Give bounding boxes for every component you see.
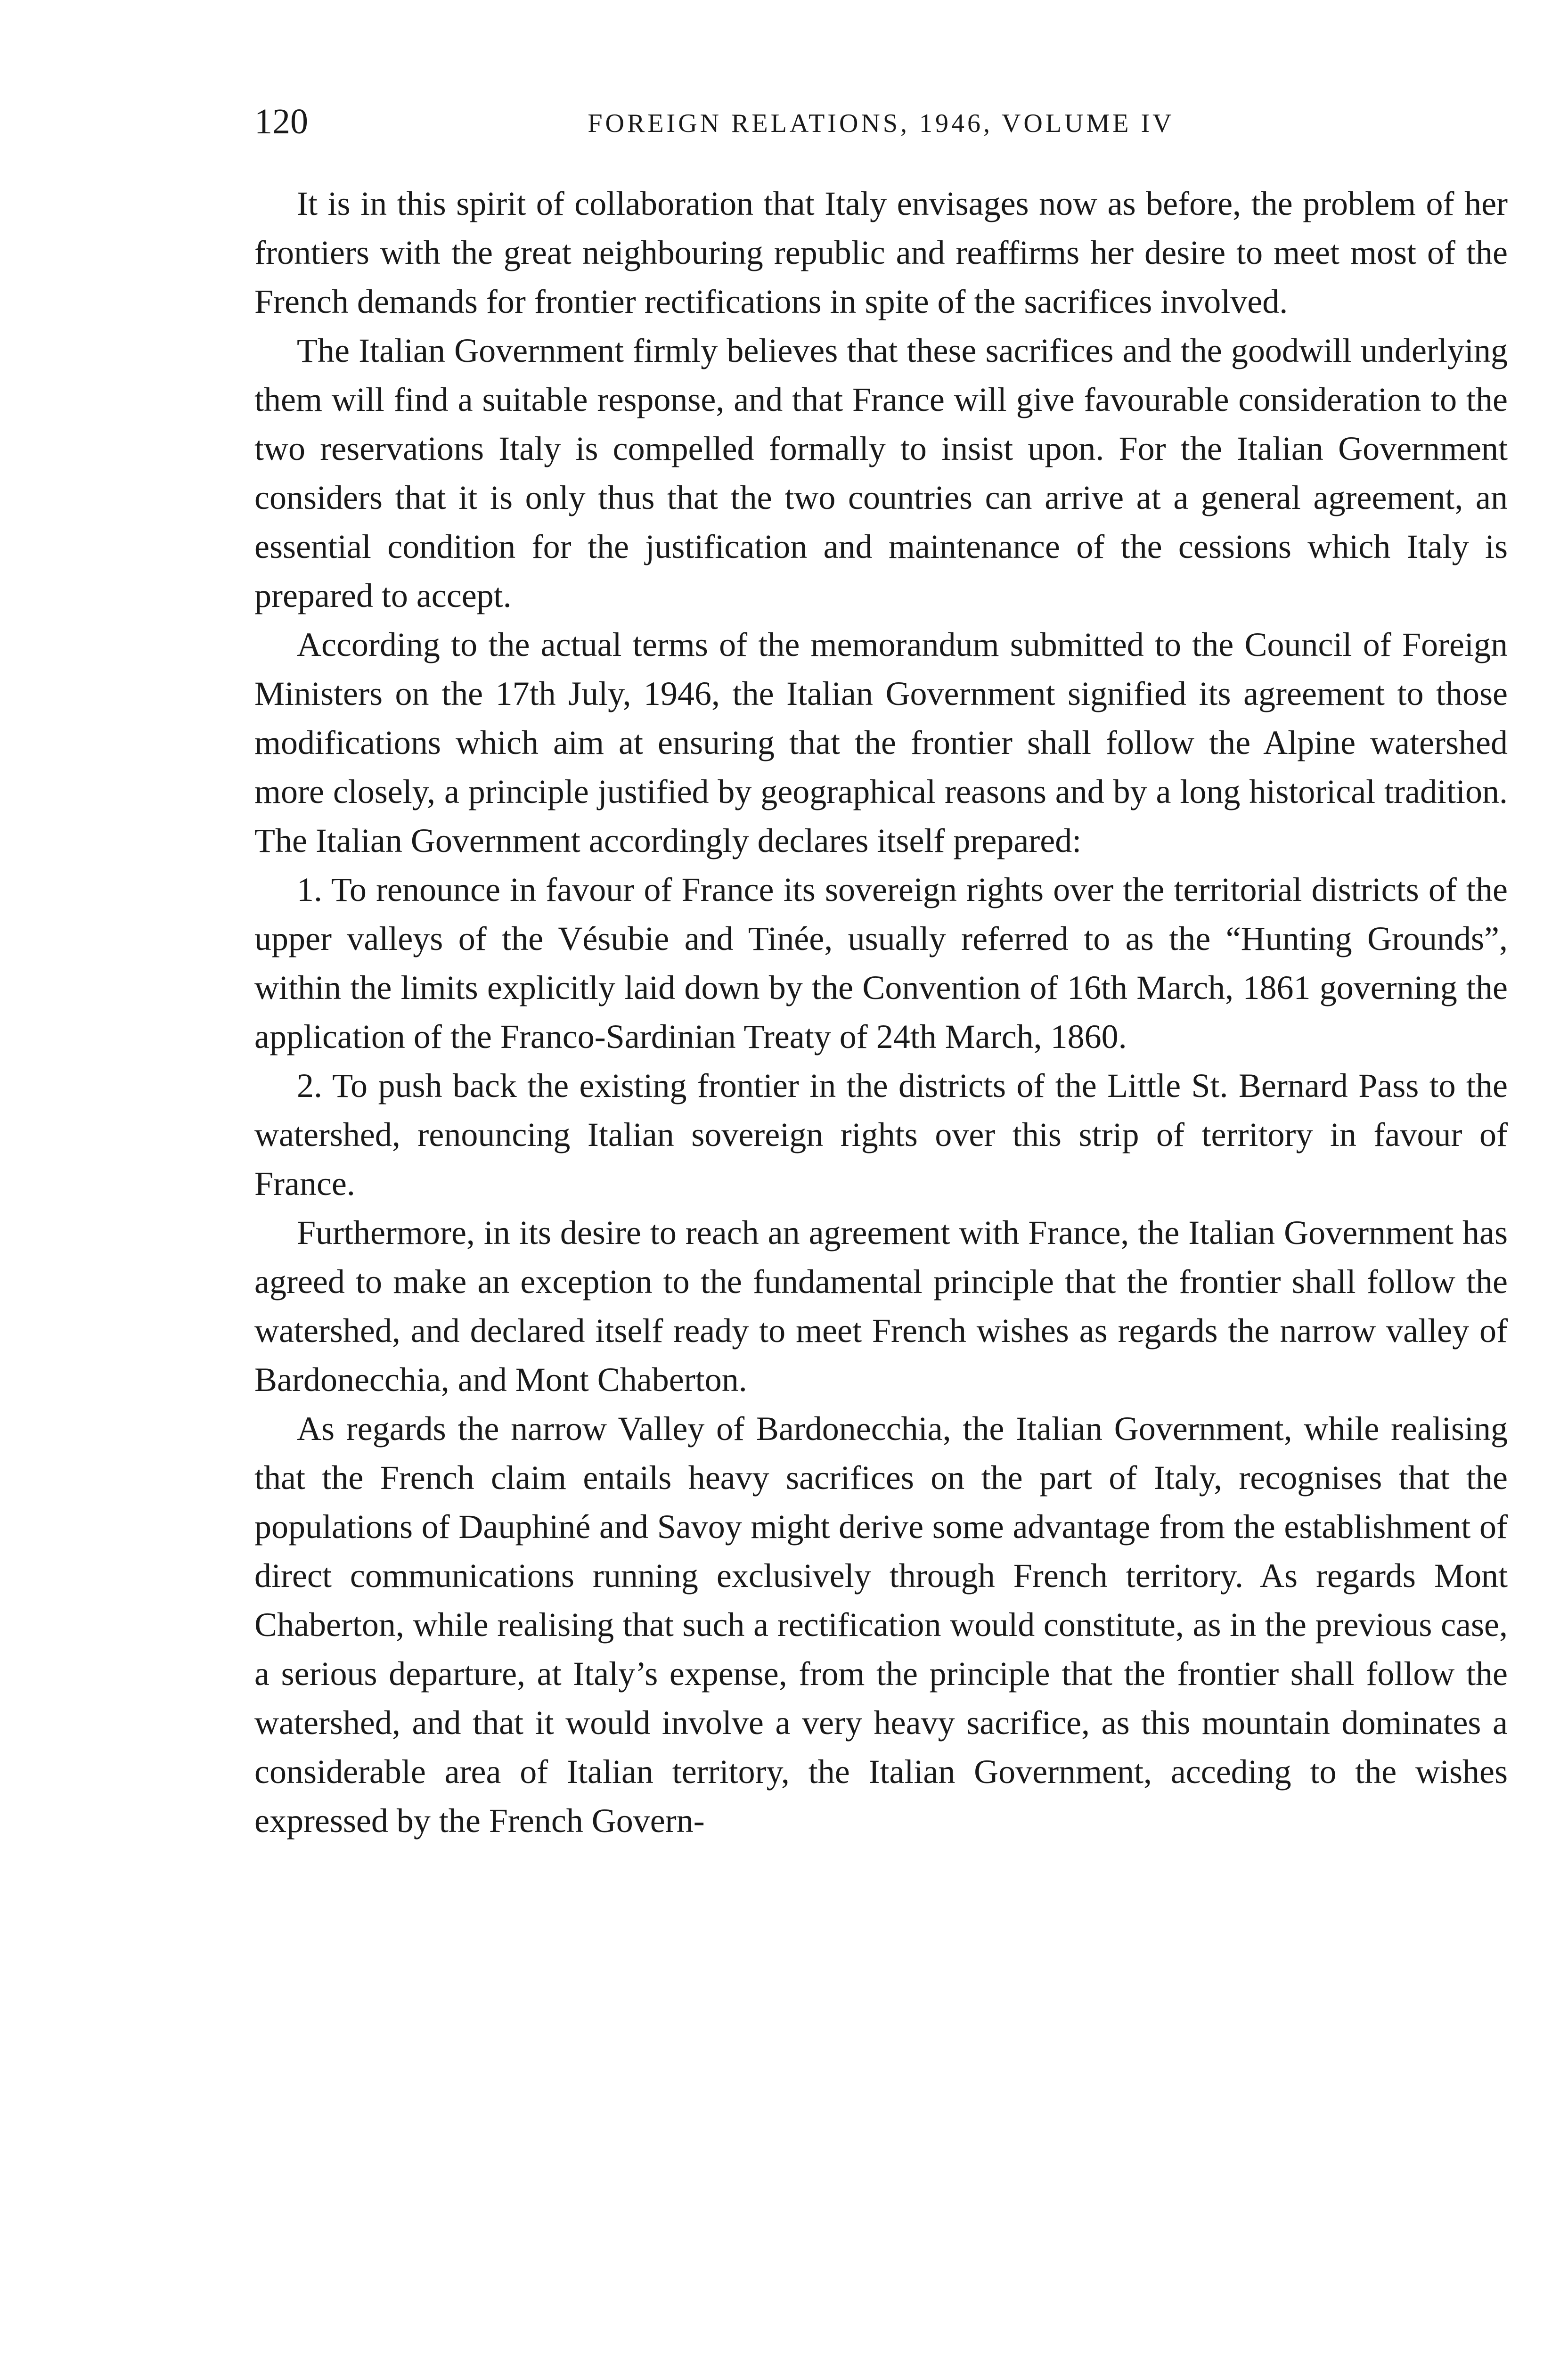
running-title: FOREIGN RELATIONS, 1946, VOLUME IV — [588, 109, 1175, 138]
paragraph-bardonecchia: As regards the narrow Valley of Bardonecchia, the Italian Government, while realising that the French claim entails heavy sacrifices on the part of Italy, recognises that the populations of Dauphiné and Savoy might derive some advantage from the establishment of direct communications running exclusively through French territory. As regards Mont Chaberton, while realising that such a rectification would constitute, as in the previous case, a serious departure, at Italy’s expense, from the principle that the frontier shall follow the watershed, and that it would involve a very heavy sacrifice, as this mountain dominates a considerable area of Italian territory, the Italian Government, acceding to the wishes expressed by the French Govern- — [254, 1410, 1508, 1840]
paragraph-furthermore: Furthermore, in its desire to reach an agreement with France, the Italian Government has agreed to make an exception to the fundamental principle that the frontier shall follow the watershed, and declared itself ready to meet French wishes as regards the narrow valley of Bardonecchia, and Mont Chaberton. — [254, 1214, 1508, 1399]
page-number: 120 — [254, 102, 308, 141]
paragraph-memorandum: According to the actual terms of the memorandum submitted to the Council of Foreign Ministers on the 17th July, 1946, the Italian Government signified its agreement to those modifications which aim at ensuring that the frontier shall follow the Alpine watershed more closely, a principle justified by geographical reasons and by a long historical tradition. The Italian Government accordingly declares itself prepared: — [254, 626, 1508, 859]
body-text — [254, 179, 1508, 1845]
paragraph-item-1: 1. To renounce in favour of France its sovereign rights over the territorial districts of the upper valleys of the Vésubie and Tinée, usually referred to as the “Hunting Grounds”, within the limits explicitly laid down by the Convention of 16th March, 1861 governing the application of the Franco-Sardinian Treaty of 24th March, 1860. — [254, 871, 1508, 1055]
document-page — [254, 104, 1508, 1845]
paragraph-item-2: 2. To push back the existing frontier in the districts of the Little St. Bernard Pass to the watershed, renouncing Italian sovereign rights over this strip of territory in favour of France. — [254, 1067, 1508, 1203]
paragraph-collaboration: It is in this spirit of collaboration that Italy envisages now as before, the problem of her frontiers with the great neighbouring republic and reaffirms her desire to meet most of the French demands for frontier rectifications in spite of the sacrifices involved. — [254, 185, 1508, 320]
paragraph-goodwill: The Italian Government firmly believes that these sacrifices and the goodwill underlying them will find a suitable response, and that France will give favourable consideration to the two reservations Italy is compelled formally to insist upon. For the Italian Government considers that it is only thus that the two countries can arrive at a general agreement, an essential condition for the justification and maintenance of the cessions which Italy is prepared to accept. — [254, 332, 1508, 614]
running-header — [254, 104, 1508, 160]
